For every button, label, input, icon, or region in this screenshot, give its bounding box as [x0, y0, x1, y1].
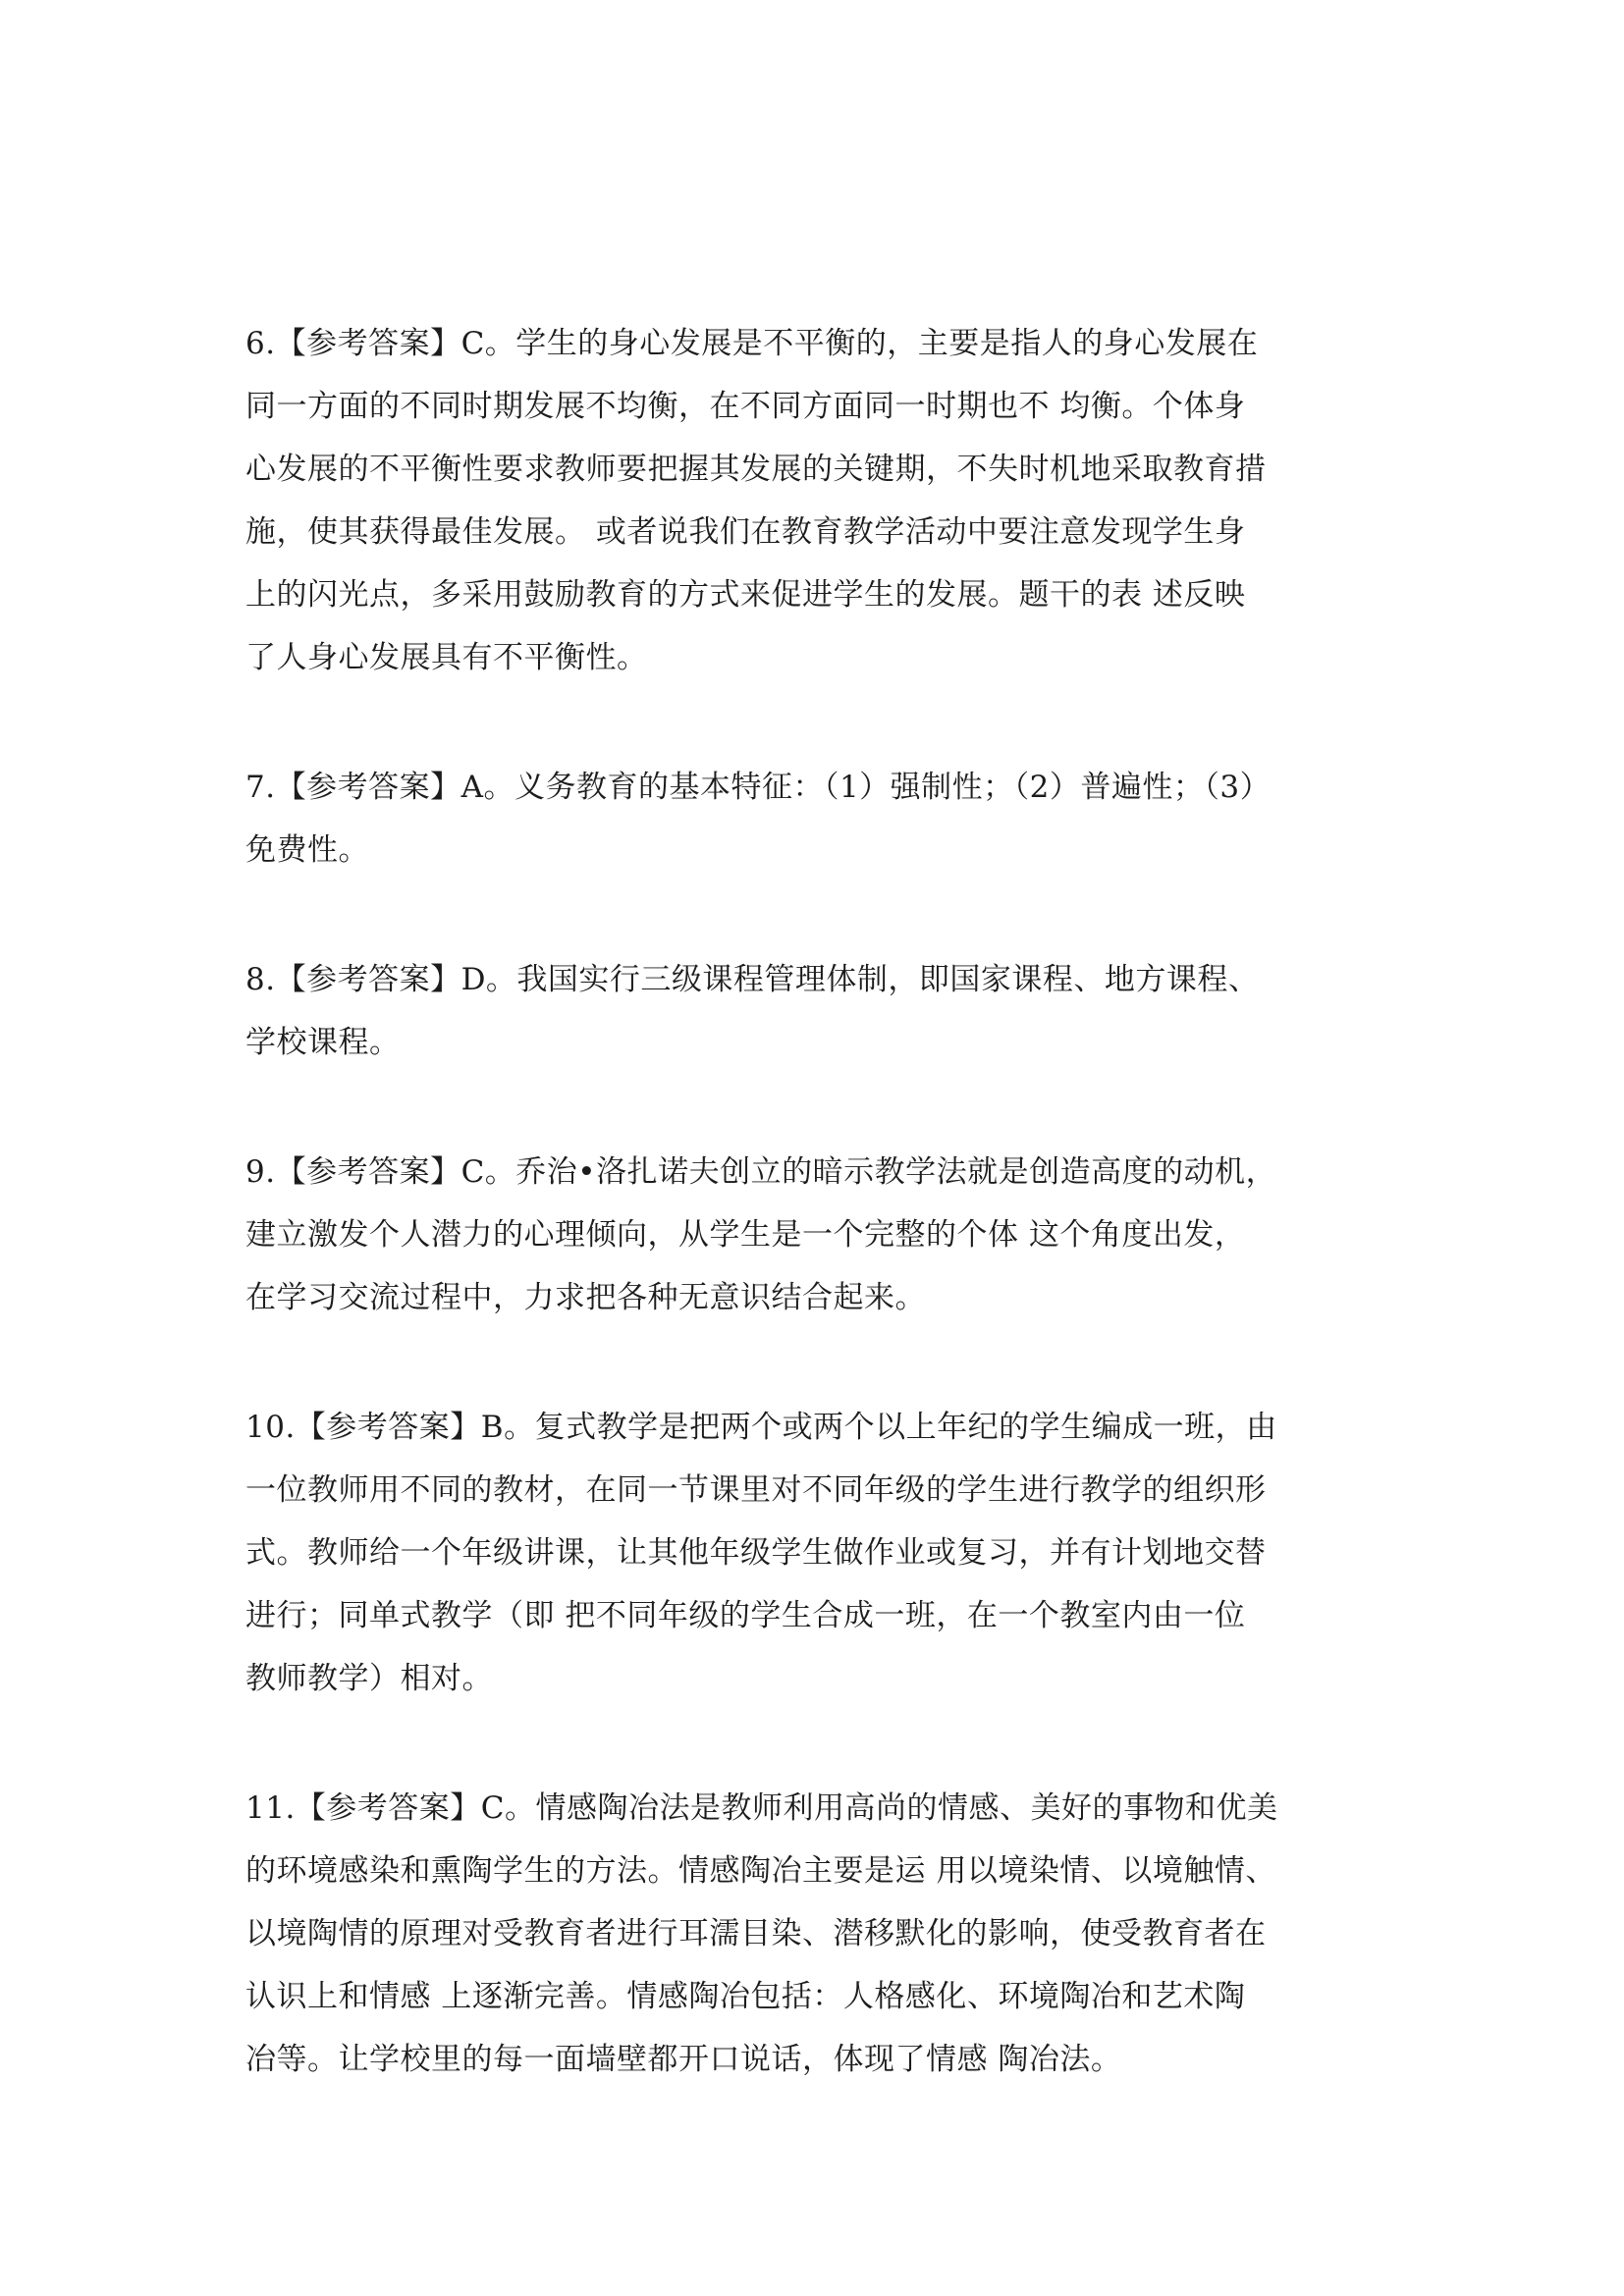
answer-line: 上的闪光点，多采用鼓励教育的方式来促进学生的发展。题干的表 述反映 [245, 577, 1246, 613]
answer-line: 8.【参考答案】D。我国实行三级课程管理体制，即国家课程、地方课程、 [245, 962, 1260, 997]
answer-line: 的环境感染和熏陶学生的方法。情感陶冶主要是运 用以境染情、以境触情、 [245, 1853, 1276, 1889]
answer-line: 免费性。 [245, 832, 369, 868]
answer-item-6 [245, 312, 1404, 689]
answer-line: 同一方面的不同时期发展不均衡，在不同方面同一时期也不 均衡。个体身 [245, 389, 1246, 424]
answer-line: 7.【参考答案】A。义务教育的基本特征：（1）强制性；（2）普遍性；（3） [245, 770, 1272, 805]
answer-line: 了人身心发展具有不平衡性。 [245, 640, 648, 675]
answer-line: 冶等。让学校里的每一面墙壁都开口说话，体现了情感 陶冶法。 [245, 2042, 1122, 2077]
answer-line: 11.【参考答案】C。情感陶冶法是教师利用高尚的情感、美好的事物和优美 [245, 1790, 1278, 1826]
answer-line: 心发展的不平衡性要求教师要把握其发展的关键期，不失时机地采取教育措 [245, 452, 1267, 487]
answer-line: 9.【参考答案】C。乔治•洛扎诺夫创立的暗示教学法就是创造高度的动机， [245, 1154, 1277, 1190]
answer-line: 施，使其获得最佳发展。 或者说我们在教育教学活动中要注意发现学生身 [245, 514, 1246, 550]
answer-list [245, 312, 1404, 2158]
answer-item-8 [245, 948, 1404, 1074]
answer-line: 以境陶情的原理对受教育者进行耳濡目染、潜移默化的影响，使受教育者在 [245, 1916, 1267, 1951]
answer-line: 教师教学）相对。 [245, 1661, 493, 1696]
answer-item-11 [245, 1777, 1404, 2091]
answer-line: 认识上和情感 上逐渐完善。情感陶冶包括：人格感化、环境陶冶和艺术陶 [245, 1979, 1246, 2014]
answer-line: 式。教师给一个年级讲课，让其他年级学生做作业或复习，并有计划地交替 [245, 1535, 1267, 1571]
answer-line: 6.【参考答案】C。学生的身心发展是不平衡的，主要是指人的身心发展在 [245, 326, 1259, 361]
answer-line: 一位教师用不同的教材，在同一节课里对不同年级的学生进行教学的组织形 [245, 1472, 1267, 1508]
answer-line: 建立激发个人潜力的心理倾向，从学生是一个完整的个体 这个角度出发， [245, 1217, 1246, 1253]
answer-line: 学校课程。 [245, 1025, 401, 1060]
answer-line: 进行；同单式教学（即 把不同年级的学生合成一班，在一个教室内由一位 [245, 1598, 1246, 1633]
answer-line: 10.【参考答案】B。复式教学是把两个或两个以上年纪的学生编成一班，由 [245, 1410, 1277, 1445]
answer-item-7 [245, 756, 1404, 881]
answer-item-10 [245, 1396, 1404, 1710]
answer-line: 在学习交流过程中，力求把各种无意识结合起来。 [245, 1280, 926, 1315]
answer-item-9 [245, 1141, 1404, 1329]
